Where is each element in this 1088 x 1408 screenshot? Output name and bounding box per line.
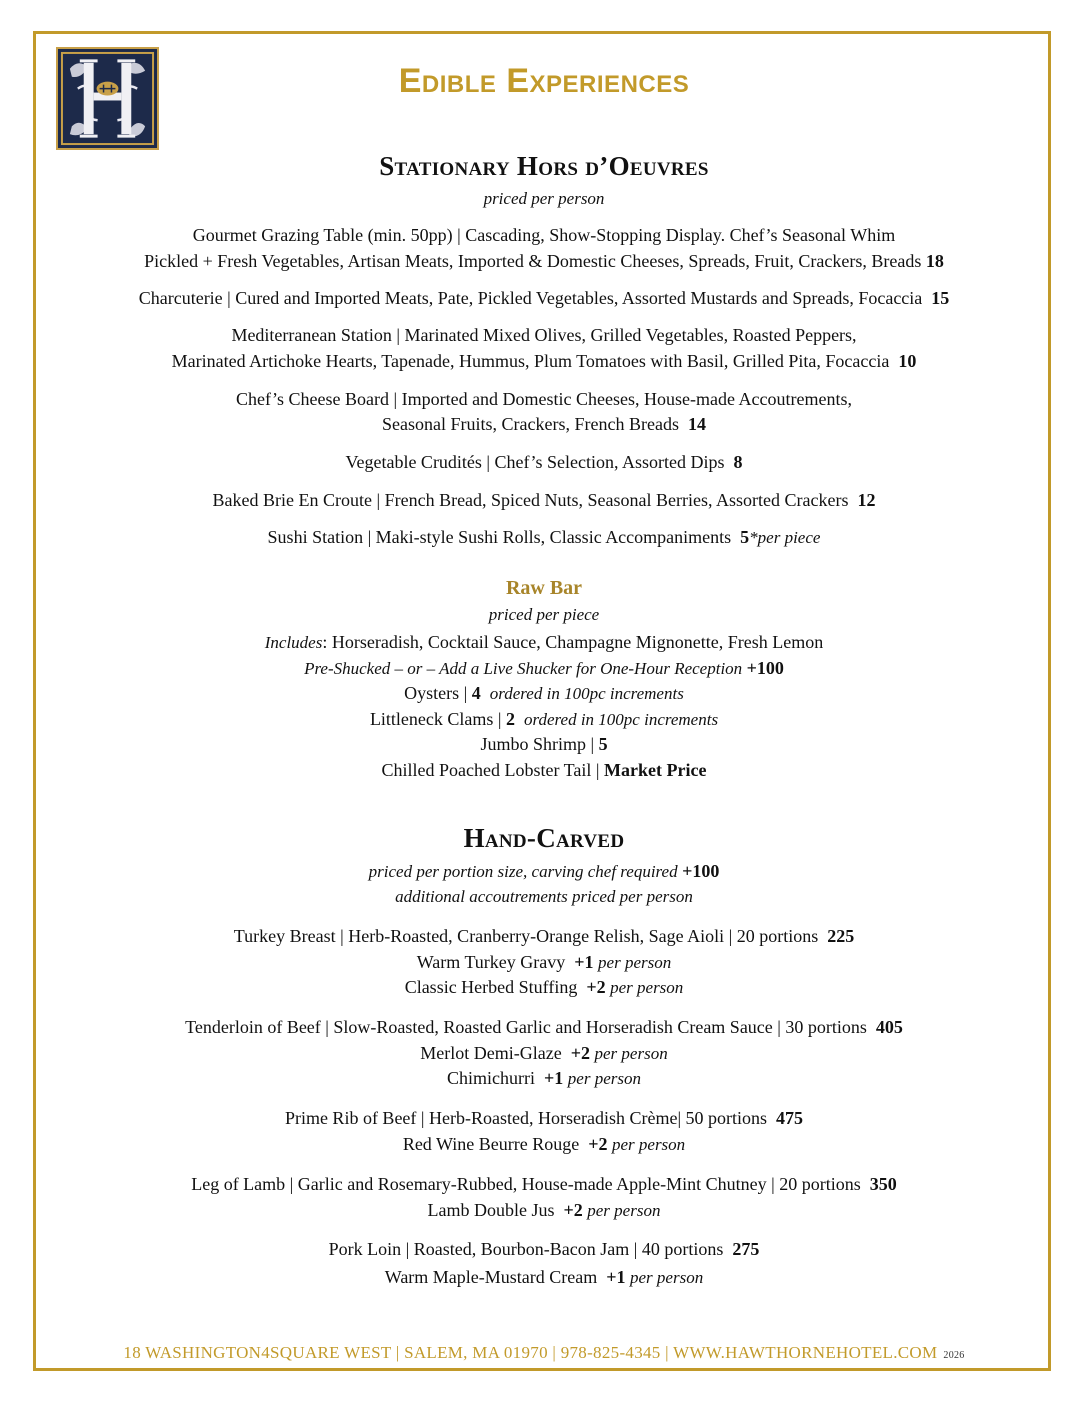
raw-bar-shucker: Pre-Shucked – or – Add a Live Shucker for One-Hour Reception +100 (304, 658, 784, 678)
section-subtitle-raw-bar: priced per piece (488, 605, 600, 624)
carved-addon-demi-glaze: Merlot Demi-Glaze +2 per person (420, 1043, 668, 1063)
section-subtitle-hand-carved-1: priced per portion size, carving chef required +100 (368, 861, 720, 881)
menu-item-crudites: Vegetable Crudités | Chef’s Selection, Assorted Dips 8 (345, 452, 743, 472)
raw-bar-item-lobster: Chilled Poached Lobster Tail | Market Price (381, 760, 707, 780)
menu-item-mediterranean-line1: Mediterranean Station | Marinated Mixed Olives, Grilled Vegetables, Roasted Peppers, (231, 325, 857, 345)
menu-item-brie: Baked Brie En Croute | French Bread, Spiced Nuts, Seasonal Berries, Assorted Crackers 12 (212, 490, 876, 510)
raw-bar-item-clams: Littleneck Clams | 2 ordered in 100pc increments (369, 709, 719, 729)
carved-item-turkey: Turkey Breast | Herb-Roasted, Cranberry-Orange Relish, Sage Aioli | 20 portions 225 (233, 926, 855, 946)
raw-bar-item-oysters: Oysters | 4 ordered in 100pc increments (404, 683, 684, 703)
carved-addon-lamb-jus: Lamb Double Jus +2 per person (427, 1200, 661, 1220)
section-subtitle-stationary: priced per person (483, 189, 605, 208)
menu-item-cheese-line2: Seasonal Fruits, Crackers, French Breads 14 (382, 414, 706, 434)
footer-year: 2026 (943, 1350, 965, 1361)
menu-item-grazing-line2: Pickled + Fresh Vegetables, Artisan Meats, Imported & Domestic Cheeses, Spreads, Fruit, Crackers, Breads 18 (144, 251, 944, 271)
menu-item-cheese-line1: Chef’s Cheese Board | Imported and Domestic Cheeses, House-made Accoutrements, (236, 389, 852, 409)
carved-item-pork-loin: Pork Loin | Roasted, Bourbon-Bacon Jam | 40 portions 275 (328, 1239, 760, 1259)
logo-monogram-icon (58, 49, 157, 148)
carved-addon-turkey-gravy: Warm Turkey Gravy +1 per person (416, 952, 672, 972)
carved-addon-chimichurri: Chimichurri +1 per person (447, 1068, 641, 1088)
menu-item-mediterranean-line2: Marinated Artichoke Hearts, Tapenade, Hummus, Plum Tomatoes with Basil, Grilled Pita, Focaccia 10 (171, 351, 917, 371)
section-title-hand-carved: Hand-Carved (463, 823, 625, 853)
raw-bar-item-shrimp: Jumbo Shrimp | 5 (480, 734, 608, 754)
section-title-raw-bar: Raw Bar (505, 577, 583, 599)
section-title-stationary: Stationary Hors d’Oeuvres (379, 151, 709, 181)
menu-item-charcuterie: Charcuterie | Cured and Imported Meats, Pate, Pickled Vegetables, Assorted Mustards and Spreads, Focaccia 15 (138, 288, 950, 308)
menu-item-grazing-line1: Gourmet Grazing Table (min. 50pp) | Cascading, Show-Stopping Display. Chef’s Seasonal Whim (192, 225, 896, 245)
carved-addon-maple-mustard: Warm Maple-Mustard Cream +1 per person (384, 1267, 704, 1287)
footer-contact (40, 1343, 1048, 1363)
menu-item-sushi: Sushi Station | Maki-style Sushi Rolls, Classic Accompaniments 5*per piece (267, 527, 821, 547)
carved-addon-stuffing: Classic Herbed Stuffing +2 per person (404, 977, 684, 997)
carved-item-lamb: Leg of Lamb | Garlic and Rosemary-Rubbed, House-made Apple-Mint Chutney | 20 portions 350 (191, 1174, 897, 1194)
carved-item-tenderloin: Tenderloin of Beef | Slow-Roasted, Roasted Garlic and Horseradish Cream Sauce | 30 portions 405 (185, 1017, 903, 1037)
footer-address: 18 WASHINGTON4SQUARE WEST | SALEM, MA 01970 | 978-825-4345 | WWW.HAWTHORNEHOTEL.COM (123, 1343, 938, 1362)
carved-addon-beurre-rouge: Red Wine Beurre Rouge +2 per person (402, 1134, 686, 1154)
hotel-logo (56, 47, 159, 150)
carved-item-prime-rib: Prime Rib of Beef | Herb-Roasted, Horseradish Crème| 50 portions 475 (284, 1108, 804, 1128)
section-subtitle-hand-carved-2: additional accoutrements priced per person (395, 887, 693, 906)
raw-bar-includes: Includes: Horseradish, Cocktail Sauce, Champagne Mignonette, Fresh Lemon (264, 632, 824, 652)
page-title: Edible Experiences (398, 62, 690, 100)
